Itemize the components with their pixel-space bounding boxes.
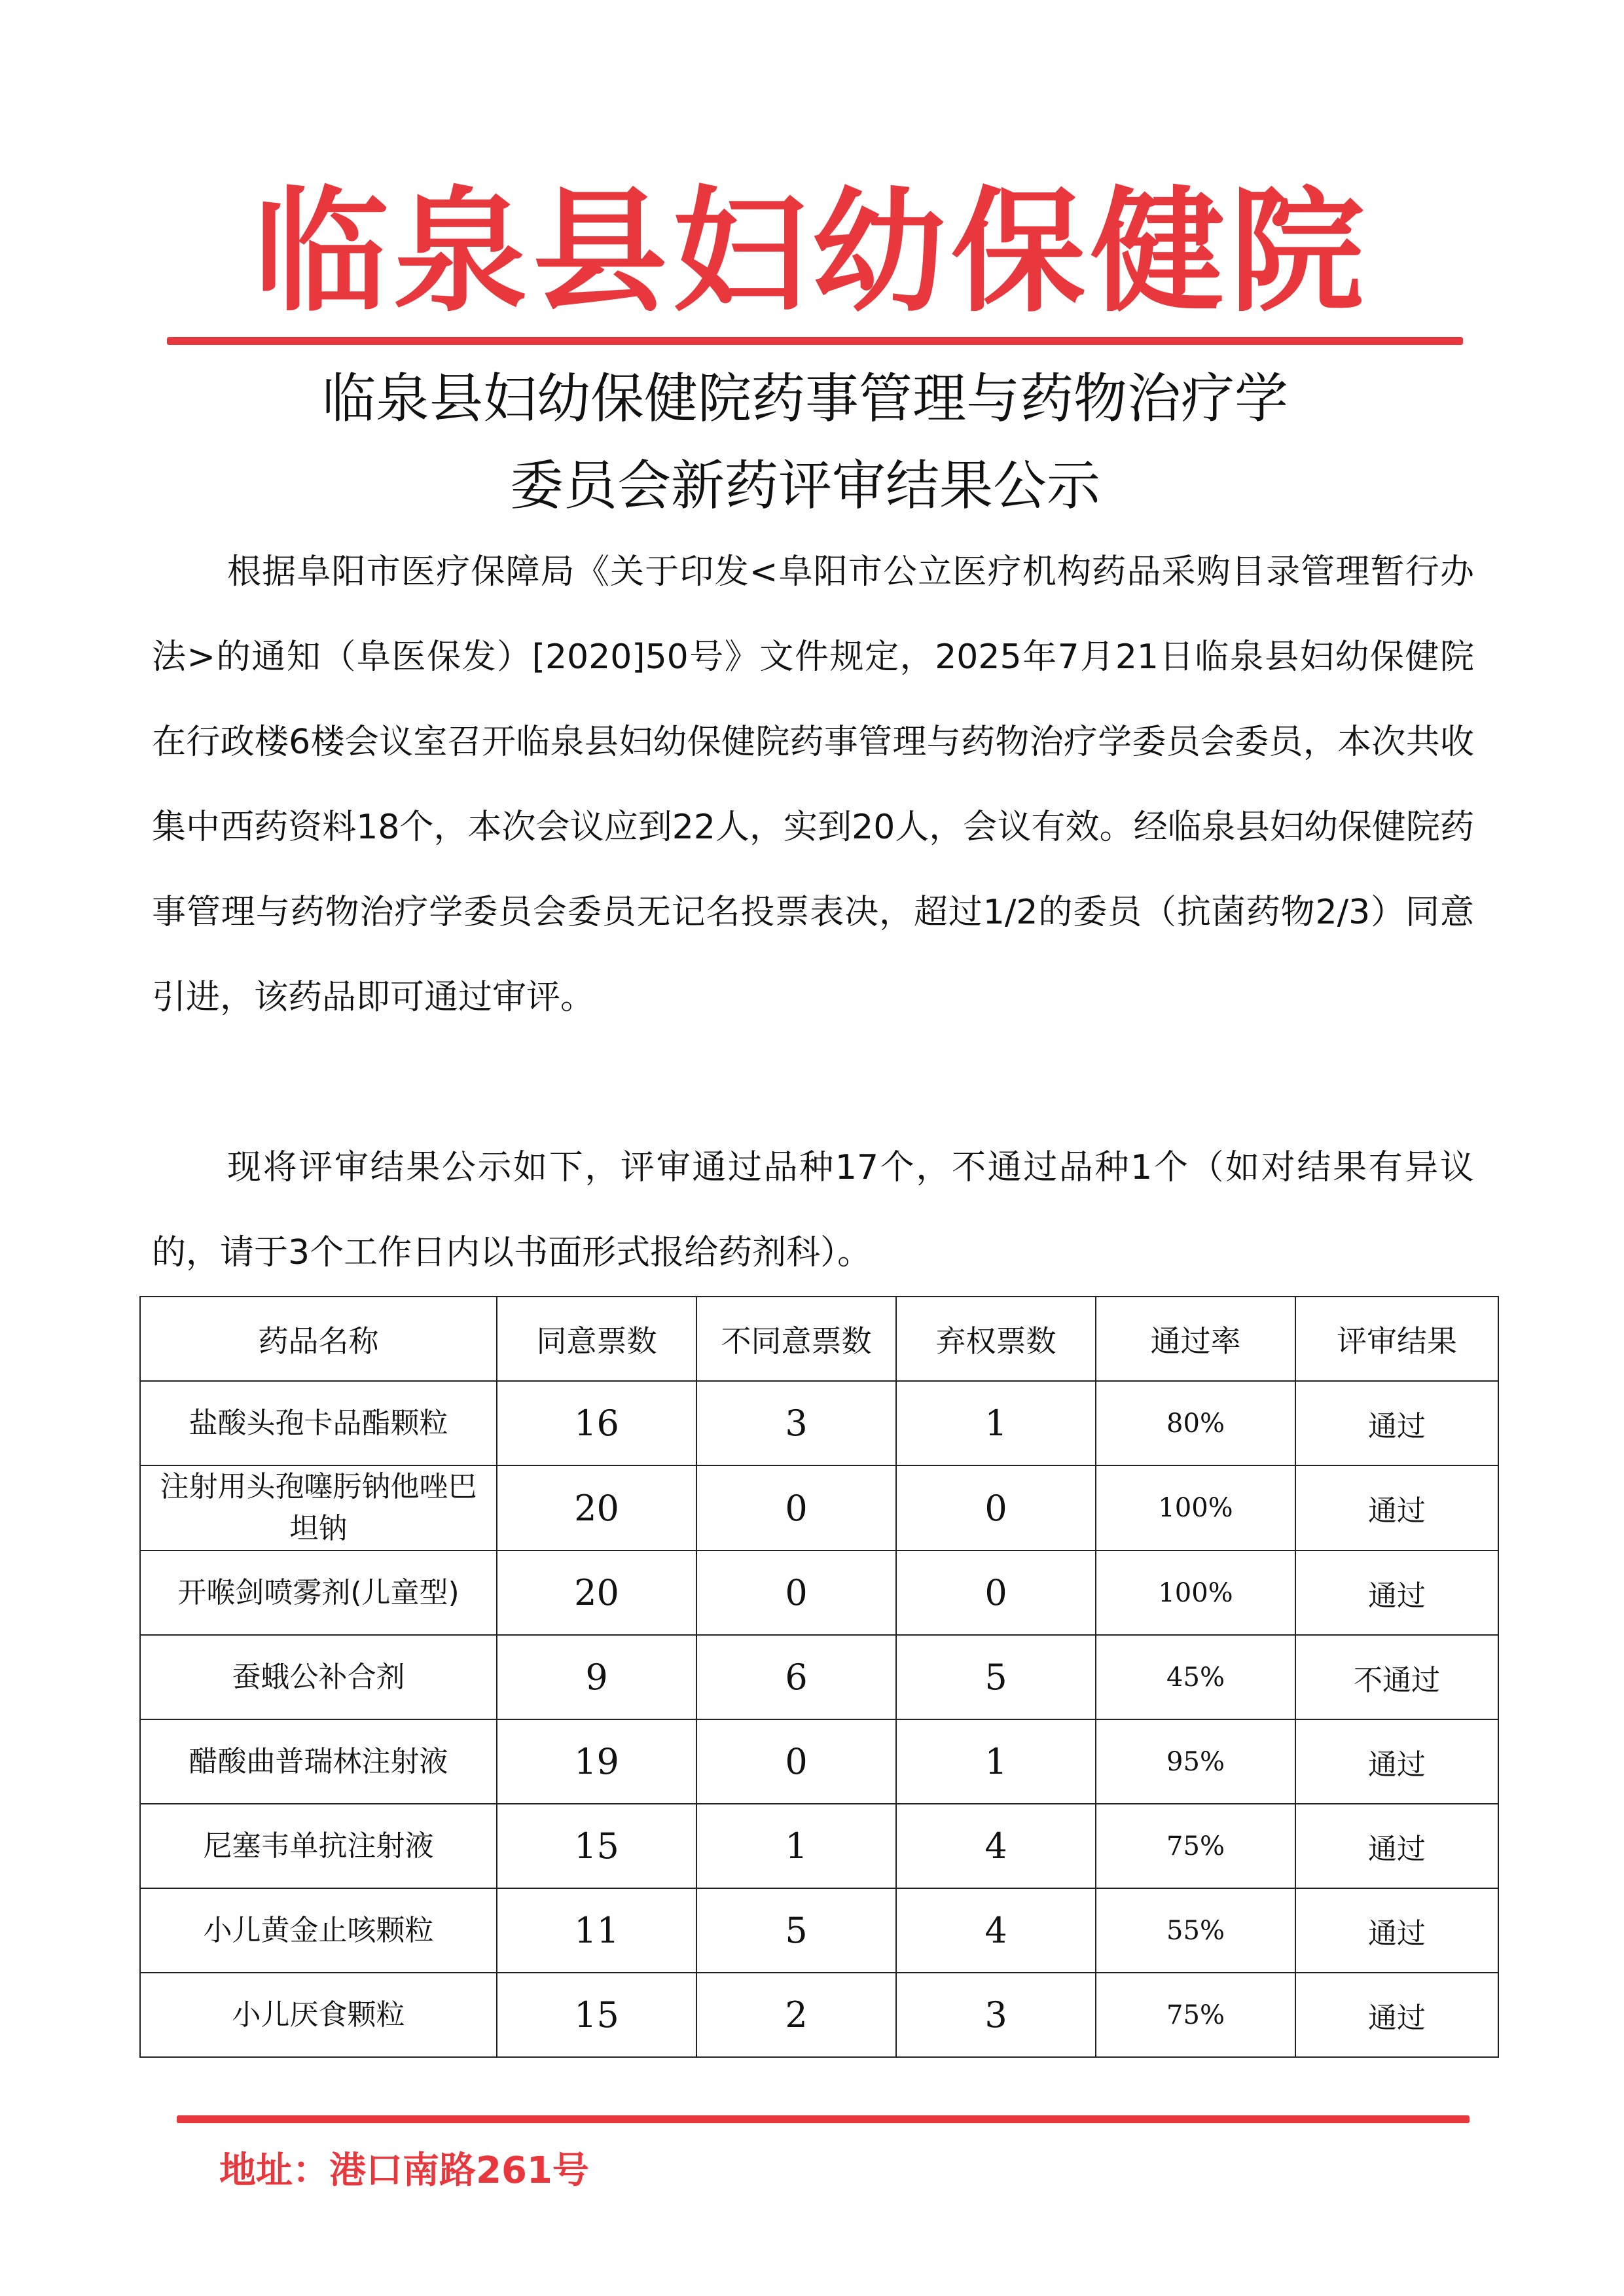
review-result-cell: 通过 [1295, 1804, 1498, 1888]
drug-name-cell: 注射用头孢噻肟钠他唑巴坦钠 [140, 1465, 497, 1551]
table-row [140, 1973, 1498, 2057]
agree-votes-cell: 15 [497, 1973, 696, 2057]
footer-divider [177, 2115, 1470, 2123]
table-row [140, 1719, 1498, 1804]
disagree-votes-cell: 3 [696, 1381, 896, 1465]
table-header-row [140, 1297, 1498, 1381]
body-paragraph-1: 根据阜阳市医疗保障局《关于印发<阜阳市公立医疗机构药品采购目录管理暂行办法>的通知（阜医保发）[2020]50号》文件规定，2025年7月21日临泉县妇幼保健院在行政楼6楼会议室召开临泉县妇幼保健院药事管理与药物治疗学委员会委员，本次共收集中西药资料18个，本次会议应到22人，实到20人，会议有效。经临泉县妇幼保健院药事管理与药物治疗学委员会委员无记名投票表决，超过1/2的委员（抗菌药物2/3）同意引进，该药品即可通过审评。 [152, 552, 1474, 1017]
pass-rate-cell: 100% [1096, 1465, 1295, 1551]
body-paragraph-2: 现将评审结果公示如下，评审通过品种17个，不通过品种1个（如对结果有异议的，请于3个工作日内以书面形式报给药剂科）。 [152, 1148, 1474, 1272]
header-agree-votes: 同意票数 [497, 1297, 696, 1381]
table-row [140, 1804, 1498, 1888]
drug-name-cell: 小儿黄金止咳颗粒 [140, 1888, 497, 1973]
document-title-line-2: 委员会新药评审结果公示 [509, 455, 1100, 517]
pass-rate-cell: 95% [1096, 1719, 1295, 1804]
footer-address: 地址：港口南路261号 [219, 2149, 589, 2192]
header-disagree-votes: 不同意票数 [696, 1297, 896, 1381]
review-result-cell: 通过 [1295, 1381, 1498, 1465]
review-result-cell: 通过 [1295, 1719, 1498, 1804]
abstain-votes-cell: 4 [896, 1804, 1096, 1888]
table-row [140, 1551, 1498, 1635]
header-abstain-votes: 弃权票数 [896, 1297, 1096, 1381]
abstain-votes-cell: 1 [896, 1381, 1096, 1465]
abstain-votes-cell: 0 [896, 1465, 1096, 1551]
review-result-cell: 通过 [1295, 1888, 1498, 1973]
table-row [140, 1381, 1498, 1465]
drug-name-cell: 开喉剑喷雾剂(儿童型) [140, 1551, 497, 1635]
agree-votes-cell: 15 [497, 1804, 696, 1888]
abstain-votes-cell: 1 [896, 1719, 1096, 1804]
drug-name-cell: 尼塞韦单抗注射液 [140, 1804, 497, 1888]
disagree-votes-cell: 2 [696, 1973, 896, 2057]
review-results-table [139, 1296, 1499, 2058]
drug-name-cell: 盐酸头孢卡品酯颗粒 [140, 1381, 497, 1465]
header-drug-name: 药品名称 [140, 1297, 497, 1381]
table-row [140, 1465, 1498, 1551]
agree-votes-cell: 20 [497, 1465, 696, 1551]
disagree-votes-cell: 1 [696, 1804, 896, 1888]
table-row [140, 1888, 1498, 1973]
header-divider [167, 337, 1463, 345]
review-result-cell: 通过 [1295, 1973, 1498, 2057]
document-title-line-1: 临泉县妇幼保健院药事管理与药物治疗学 [321, 368, 1288, 430]
header-review-result: 评审结果 [1295, 1297, 1498, 1381]
agree-votes-cell: 19 [497, 1719, 696, 1804]
drug-name-cell: 蚕蛾公补合剂 [140, 1635, 497, 1719]
pass-rate-cell: 75% [1096, 1804, 1295, 1888]
abstain-votes-cell: 4 [896, 1888, 1096, 1973]
abstain-votes-cell: 5 [896, 1635, 1096, 1719]
agree-votes-cell: 20 [497, 1551, 696, 1635]
disagree-votes-cell: 0 [696, 1719, 896, 1804]
abstain-votes-cell: 0 [896, 1551, 1096, 1635]
agree-votes-cell: 16 [497, 1381, 696, 1465]
pass-rate-cell: 80% [1096, 1381, 1295, 1465]
pass-rate-cell: 45% [1096, 1635, 1295, 1719]
review-result-cell: 通过 [1295, 1465, 1498, 1551]
abstain-votes-cell: 3 [896, 1973, 1096, 2057]
disagree-votes-cell: 5 [696, 1888, 896, 1973]
table-row [140, 1635, 1498, 1719]
pass-rate-cell: 75% [1096, 1973, 1295, 2057]
disagree-votes-cell: 6 [696, 1635, 896, 1719]
masthead-hospital-name: 临泉县妇幼保健院 [254, 173, 1369, 331]
disagree-votes-cell: 0 [696, 1465, 896, 1551]
agree-votes-cell: 9 [497, 1635, 696, 1719]
pass-rate-cell: 55% [1096, 1888, 1295, 1973]
disagree-votes-cell: 0 [696, 1551, 896, 1635]
drug-name-cell: 小儿厌食颗粒 [140, 1973, 497, 2057]
review-result-cell: 不通过 [1295, 1635, 1498, 1719]
header-pass-rate: 通过率 [1096, 1297, 1295, 1381]
agree-votes-cell: 11 [497, 1888, 696, 1973]
review-result-cell: 通过 [1295, 1551, 1498, 1635]
pass-rate-cell: 100% [1096, 1551, 1295, 1635]
drug-name-cell: 醋酸曲普瑞林注射液 [140, 1719, 497, 1804]
